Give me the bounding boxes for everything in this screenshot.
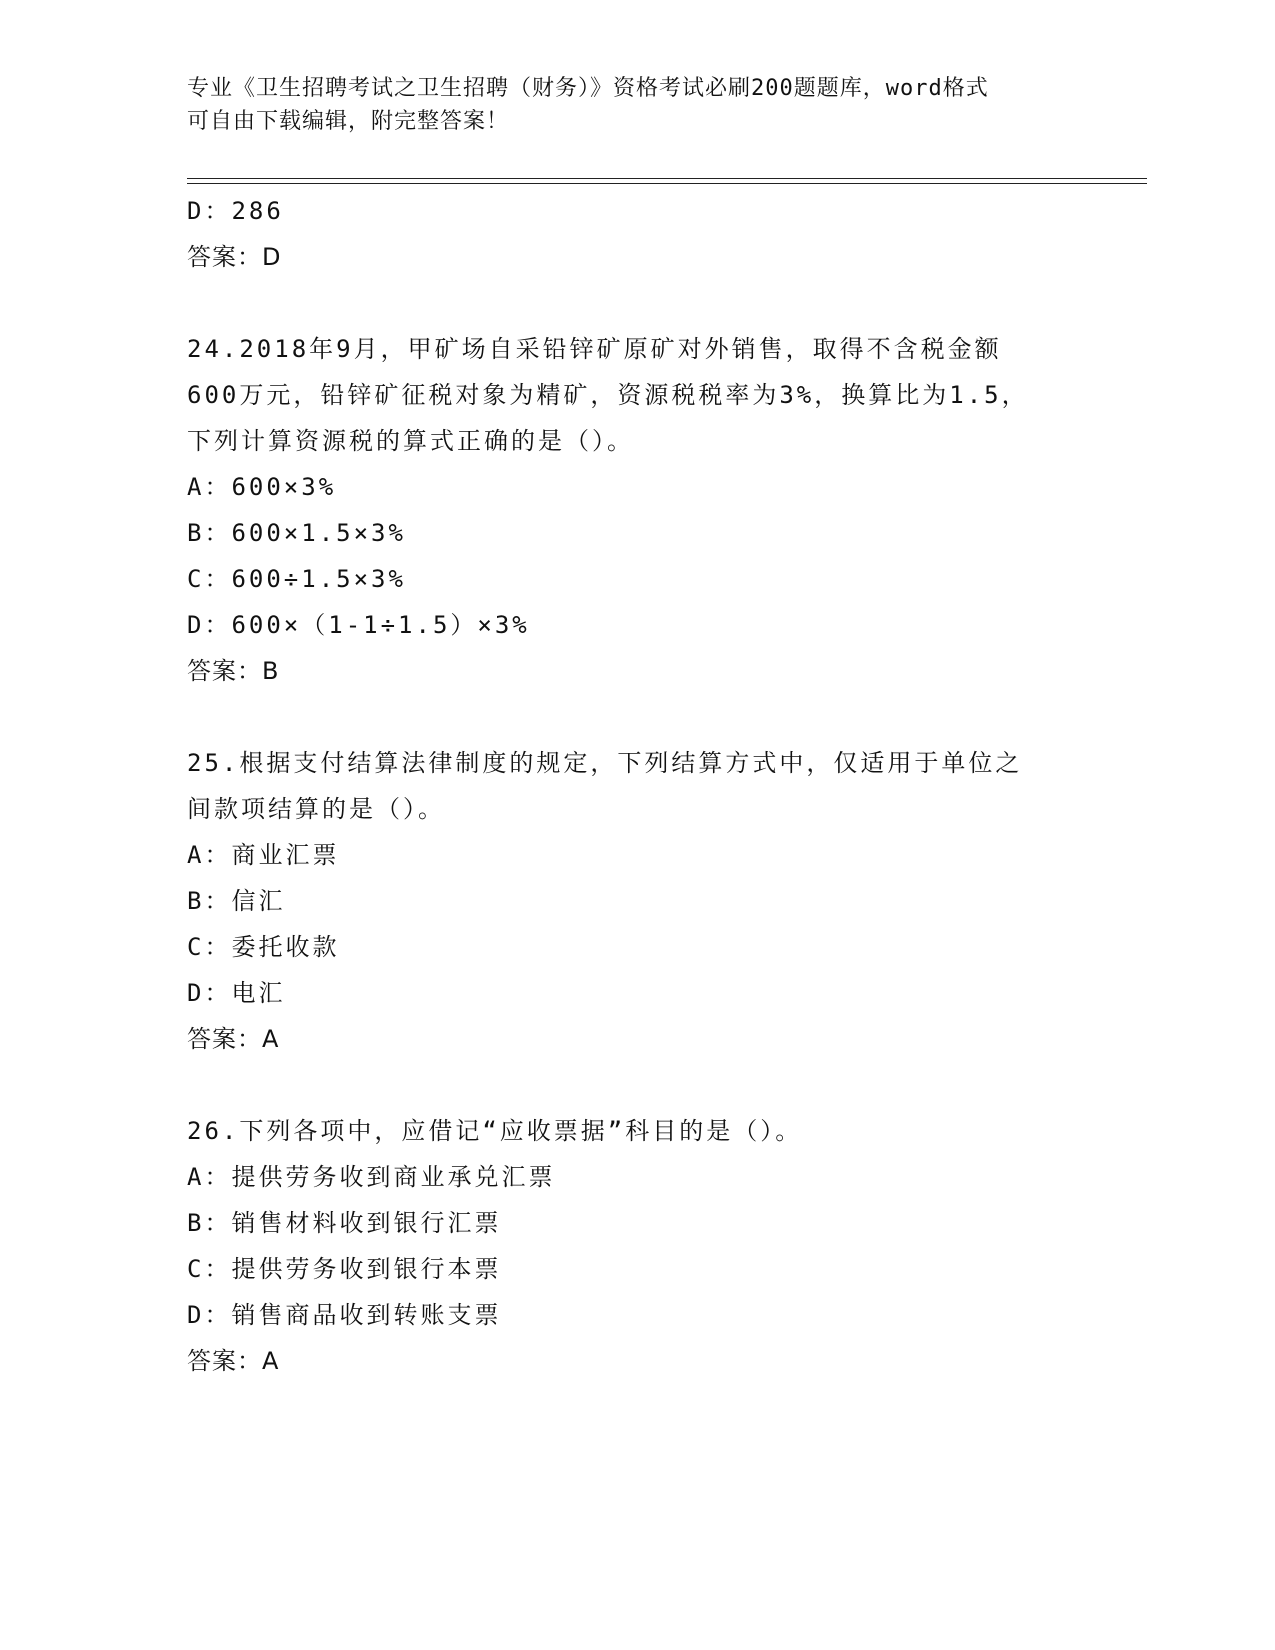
option-c: C：600÷1.5×3% — [187, 565, 406, 593]
option-b: B：600×1.5×3% — [187, 519, 406, 547]
answer: 答案：A — [187, 1347, 280, 1375]
option-d: D：电汇 — [187, 979, 286, 1007]
answer: 答案：B — [187, 657, 280, 685]
question-24 — [187, 326, 1087, 464]
document-header — [187, 72, 1087, 138]
option-b: B：信汇 — [187, 887, 286, 915]
question-stem-line: 间款项结算的是（）。 — [187, 795, 445, 823]
question-stem-line: 600万元，铅锌矿征税对象为精矿，资源税税率为3%，换算比为1.5， — [187, 381, 1029, 409]
question-26 — [187, 1108, 1087, 1154]
option-d: D：600×（1-1÷1.5）×3% — [187, 611, 530, 639]
option-c: C：提供劳务收到银行本票 — [187, 1255, 502, 1283]
answer: 答案：A — [187, 1025, 280, 1053]
option-b: B：销售材料收到银行汇票 — [187, 1209, 502, 1237]
question-25 — [187, 740, 1087, 832]
question-stem-line: 26.下列各项中，应借记“应收票据”科目的是（）。 — [187, 1117, 803, 1145]
question-stem-line: 25.根据支付结算法律制度的规定，下列结算方式中，仅适用于单位之 — [187, 749, 1023, 777]
prev-option-d: D：286 — [187, 197, 284, 225]
option-a: A：600×3% — [187, 473, 337, 501]
option-a: A：提供劳务收到商业承兑汇票 — [187, 1163, 556, 1191]
question-stem-line: 24.2018年9月，甲矿场自采铅锌矿原矿对外销售，取得不含税金额 — [187, 335, 1002, 363]
header-divider-top — [187, 178, 1147, 179]
prev-answer: 答案：D — [187, 243, 282, 271]
header-title-line-2: 可自由下载编辑，附完整答案！ — [187, 109, 510, 134]
header-divider-bottom — [187, 183, 1147, 184]
option-d: D：销售商品收到转账支票 — [187, 1301, 502, 1329]
header-title-line-1: 专业《卫生招聘考试之卫生招聘（财务）》资格考试必刷200题题库，word格式 — [187, 76, 989, 101]
option-c: C：委托收款 — [187, 933, 340, 961]
question-stem-line: 下列计算资源税的算式正确的是（）。 — [187, 427, 634, 455]
option-a: A：商业汇票 — [187, 841, 340, 869]
question-content — [187, 188, 1087, 1384]
